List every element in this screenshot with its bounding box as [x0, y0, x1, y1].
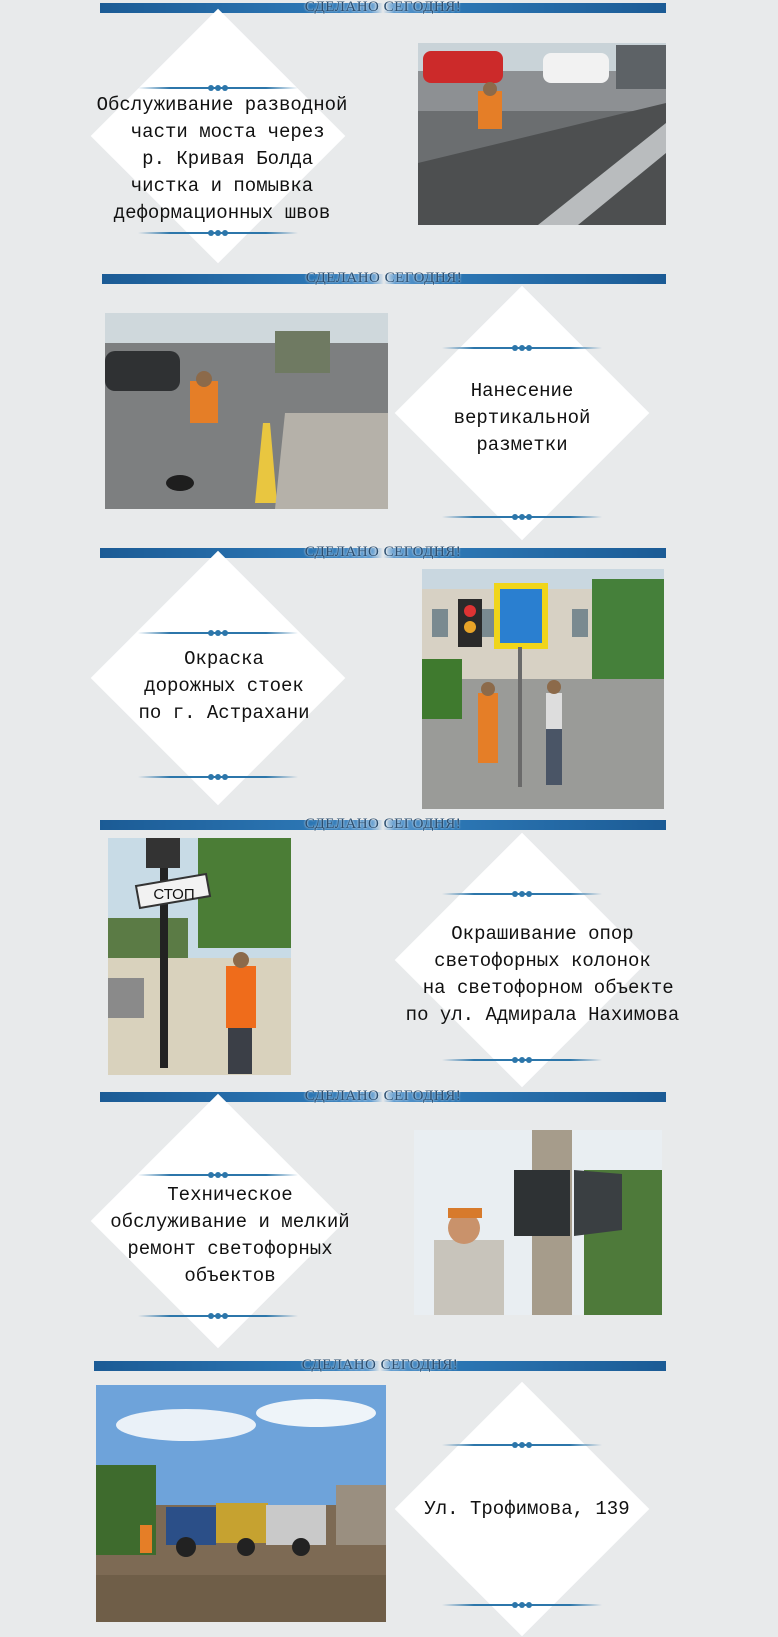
ornament-divider [138, 627, 298, 639]
traffic-light-maintenance-photo [414, 1130, 662, 1315]
painting-road-posts-photo [422, 569, 664, 809]
section-banner [100, 0, 666, 15]
section-banner [100, 1088, 666, 1104]
banner-label: СДЕЛАНО СЕГОДНЯ! [304, 544, 462, 560]
ornament-divider [138, 1169, 298, 1181]
ornament-divider [442, 342, 602, 354]
excavation-works-photo [96, 1385, 386, 1622]
ornament-divider [138, 227, 298, 239]
item-caption: Нанесение вертикальной разметки [453, 380, 591, 456]
banner-label: СДЕЛАНО СЕГОДНЯ! [304, 1088, 462, 1104]
ornament-divider [138, 771, 298, 783]
section-banner [102, 270, 666, 286]
ornament-divider [442, 1439, 602, 1451]
item-caption: Окрашивание опор светофорных колонок на светофорном объекте по ул. Адмирала Нахимова [405, 923, 680, 1026]
section-banner [100, 816, 666, 832]
stop-sign-text: СТОП [153, 886, 195, 903]
ornament-divider [442, 1054, 602, 1066]
banner-label: СДЕЛАНО СЕГОДНЯ! [301, 1357, 459, 1373]
section-1 [0, 0, 778, 265]
item-caption: Техническое обслуживание и мелкий ремонт светофорных объектов [110, 1184, 350, 1287]
ornament-divider [442, 511, 602, 523]
banner-label: СДЕЛАНО СЕГОДНЯ! [304, 0, 462, 15]
section-6 [0, 1355, 778, 1637]
section-banner [100, 544, 666, 560]
banner-label: СДЕЛАНО СЕГОДНЯ! [304, 816, 462, 832]
section-banner [94, 1357, 666, 1373]
section-4 [0, 810, 778, 1085]
section-5 [0, 1085, 778, 1355]
item-caption: Окраска дорожных стоек по г. Астрахани [138, 648, 310, 724]
banner-label: СДЕЛАНО СЕГОДНЯ! [305, 270, 463, 286]
ornament-divider [138, 1310, 298, 1322]
item-caption: Ул. Трофимова, 139 [424, 1498, 630, 1520]
painting-traffic-light-poles-photo [108, 838, 291, 1075]
vertical-marking-photo [105, 313, 388, 509]
bridge-joint-cleaning-photo [418, 43, 666, 225]
section-2 [0, 265, 778, 535]
section-3 [0, 535, 778, 810]
ornament-divider [442, 1599, 602, 1611]
item-caption: Обслуживание разводной части моста через р. Кривая Болда чистка и помывка деформационных швов [96, 94, 348, 224]
ornament-divider [442, 888, 602, 900]
